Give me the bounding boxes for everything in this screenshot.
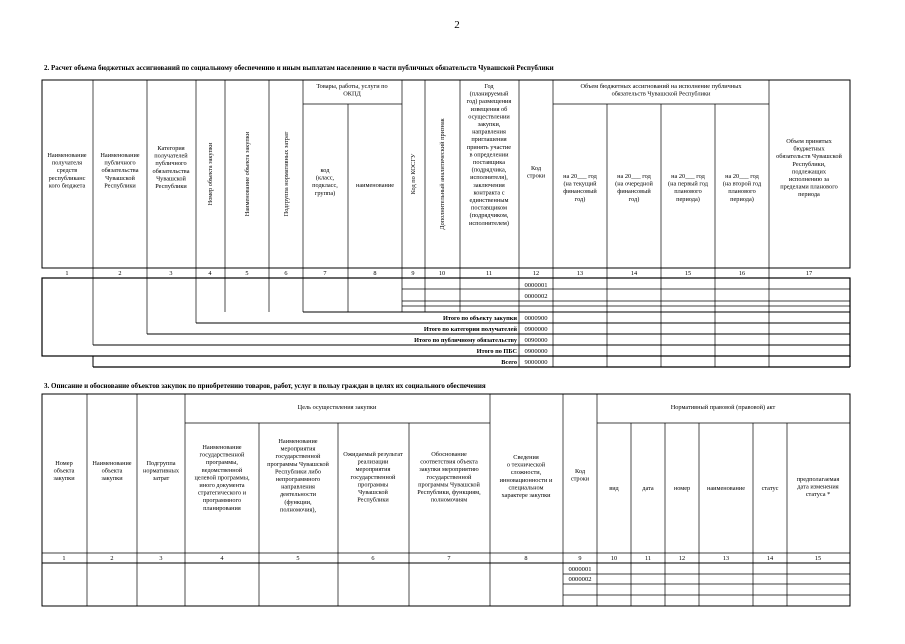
header-line: (на текущий xyxy=(563,180,597,188)
header-line: (класс, xyxy=(315,174,335,182)
header-line: (на первый год xyxy=(668,180,708,188)
column-number: 4 xyxy=(220,555,224,562)
s3-header-c1 xyxy=(53,460,75,482)
header-line: Республики xyxy=(104,182,136,190)
header-line: подлежащих xyxy=(792,168,826,176)
header-line: извещения об xyxy=(470,105,508,113)
header-line: кого бюджета xyxy=(48,182,86,190)
header-line: деятельности xyxy=(279,491,317,499)
column-number: 13 xyxy=(576,270,584,277)
header-line: Код xyxy=(530,165,542,172)
header-line: принять участие xyxy=(466,143,512,151)
header-line: Подгруппа xyxy=(146,460,176,467)
header-line: Ожидаемый результат xyxy=(343,451,403,458)
s2-total-category-code: 0900000 xyxy=(524,326,548,333)
header-line: объекта xyxy=(53,467,75,475)
header-line: публичного xyxy=(104,159,136,167)
header-line: Год xyxy=(484,83,494,90)
s2-total-pbs-label: Итого по ПБС xyxy=(476,348,517,355)
s3-header-c8 xyxy=(500,454,553,499)
s3-header-goal: Цель осуществления закупки xyxy=(297,404,377,411)
header-line: государственной xyxy=(350,473,396,481)
column-number: 3 xyxy=(169,270,173,277)
s2-header-c6: Подгруппа нормативных затрат xyxy=(283,131,290,217)
column-number: 1 xyxy=(62,555,66,562)
header-line: непрограммного xyxy=(275,476,321,483)
header-line: исполнению за xyxy=(788,176,830,183)
header-line: Код xyxy=(574,468,586,475)
header-line: программы xyxy=(357,481,389,489)
header-line: инновационности и xyxy=(499,476,553,484)
header-line: (подрядчика, xyxy=(471,166,507,174)
column-number: 6 xyxy=(284,270,288,277)
header-line: нормативных xyxy=(143,467,179,475)
header-line: затрат xyxy=(152,475,170,483)
header-line: закупки xyxy=(101,475,123,483)
header-line: получателя xyxy=(51,159,83,167)
s2-total-pbs-code: 0900000 xyxy=(524,348,548,355)
s2-total-category-label: Итого по категории получателей xyxy=(423,326,517,333)
page-number: 2 xyxy=(454,19,460,31)
header-line: программы, xyxy=(206,459,238,467)
header-line: периода) xyxy=(730,195,754,203)
header-line: заключения xyxy=(473,181,505,189)
column-number: 16 xyxy=(738,270,746,277)
header-line: Республики xyxy=(155,183,187,190)
column-number: 2 xyxy=(118,270,122,277)
column-number: 5 xyxy=(245,270,249,277)
column-number: 12 xyxy=(678,555,686,562)
header-line: (на второй год xyxy=(722,180,762,188)
s2-header-c5: Наименование объекта закупки xyxy=(244,131,251,217)
header-line: подкласс, xyxy=(312,182,338,190)
header-line: Наименование xyxy=(100,152,140,159)
s3-header-c13: наименование xyxy=(706,485,746,492)
header-line: группа) xyxy=(314,189,336,197)
header-line: мероприятия xyxy=(355,466,391,474)
s2-total-obligation-label: Итого по публичному обязательству xyxy=(414,337,517,344)
s2-total-all-code: 9000000 xyxy=(524,359,548,366)
header-line: Чувашской xyxy=(156,175,186,183)
header-line: на 20___ год xyxy=(725,173,759,180)
column-number: 10 xyxy=(438,270,446,277)
s3-header-c11: дата xyxy=(642,485,654,492)
header-line: строки xyxy=(570,475,590,483)
header-line: предполагаемая xyxy=(796,476,840,483)
header-line: планового xyxy=(674,188,702,196)
column-number: 14 xyxy=(766,555,774,562)
column-number: 6 xyxy=(371,555,375,562)
header-line: дата изменения xyxy=(797,483,839,491)
header-line: Республики, функциям, xyxy=(417,489,481,496)
header-line: строки xyxy=(526,172,546,180)
section2-title: 2. Расчет объема бюджетных ассигнований по социальному обеспечению и иным выплатам населению в части публичных обязательств Чувашской Республики xyxy=(44,64,554,72)
header-line: объекта xyxy=(101,467,123,475)
column-number: 9 xyxy=(411,270,415,277)
header-line: получателей xyxy=(154,152,188,160)
header-line: Товары, работы, услуги по xyxy=(316,83,388,90)
header-line: исполнителем) xyxy=(468,219,510,227)
header-line: финансовый xyxy=(617,188,651,196)
header-line: (функции, xyxy=(284,498,312,506)
column-number: 14 xyxy=(630,270,638,277)
s2-total-object-code: 0000900 xyxy=(524,315,548,322)
column-number: 8 xyxy=(373,270,377,277)
column-number: 9 xyxy=(578,555,582,562)
column-number: 3 xyxy=(159,555,163,562)
header-line: государственной xyxy=(426,473,472,481)
s3-header-npa: Нормативный правовой (правовой) акт xyxy=(670,404,776,411)
column-number: 7 xyxy=(447,555,451,562)
header-line: на 20___ год xyxy=(671,173,705,180)
header-line: Объем принятых xyxy=(786,138,832,145)
header-line: обязательства xyxy=(101,167,139,175)
header-line: программы Чувашской xyxy=(267,460,329,468)
header-line: Республики xyxy=(357,496,389,504)
header-line: бюджетных xyxy=(793,145,825,153)
header-line: публичного xyxy=(155,160,187,168)
s2-header-c10: Дополнительный аналитический признак xyxy=(439,118,446,230)
header-line: контракта с xyxy=(473,189,505,197)
header-line: Объем бюджетных ассигнований на исполнение публичных xyxy=(580,83,742,90)
header-line: Наименование xyxy=(92,460,132,467)
s2-total-obligation-code: 0090000 xyxy=(524,337,548,344)
header-line: финансовый xyxy=(563,188,597,196)
column-number: 7 xyxy=(323,270,327,277)
header-line: о технической xyxy=(506,461,546,469)
header-line: статуса * xyxy=(805,491,831,499)
header-line: год) xyxy=(574,195,586,203)
s3-header-c12: номер xyxy=(673,485,691,492)
header-line: пределами планового xyxy=(780,183,838,191)
header-line: закупки xyxy=(53,475,75,483)
header-line: осуществлении xyxy=(468,113,510,121)
header-line: (на очередной xyxy=(615,180,653,188)
header-line: Наименование xyxy=(202,444,242,451)
header-line: периода xyxy=(798,191,820,199)
header-line: поставщиком xyxy=(470,204,508,212)
header-line: обязательств Чувашской xyxy=(776,153,842,161)
header-line: ведомственной xyxy=(201,466,243,474)
section3-title: 3. Описание и обоснование объектов закупок по приобретению товаров, работ, услуг в пользу граждан в целях их социального обеспечения xyxy=(44,382,486,390)
header-line: иного документа xyxy=(199,482,245,489)
column-number: 12 xyxy=(532,270,540,277)
header-line: государственной xyxy=(199,451,245,459)
header-line: обязательства xyxy=(152,167,190,175)
header-line: Наименование xyxy=(278,438,318,445)
header-line: программного xyxy=(202,497,242,505)
s2-total-object-label: Итого по объекту закупки xyxy=(442,315,517,322)
column-number: 5 xyxy=(296,555,300,562)
header-line: ОКПД xyxy=(343,90,361,98)
s2-header-c3 xyxy=(152,145,189,190)
s2-header-c2 xyxy=(100,152,139,189)
header-line: полномочия), xyxy=(279,506,317,514)
header-line: код xyxy=(320,167,330,174)
header-line: Чувашской xyxy=(358,489,388,496)
s2-row-code-1: 0000001 xyxy=(524,282,548,289)
header-line: планирования xyxy=(203,504,241,512)
header-line: стратегического и xyxy=(197,489,247,497)
header-line: периода) xyxy=(676,195,700,203)
header-line: на 20___ год xyxy=(563,173,597,180)
column-number: 13 xyxy=(722,555,730,562)
header-line: реализации xyxy=(357,458,389,466)
header-line: закупки мероприятию xyxy=(419,466,479,474)
header-line: поставщика xyxy=(472,159,506,166)
s3-row-code-1: 0000001 xyxy=(568,566,592,573)
header-line: закупки, xyxy=(477,121,501,128)
header-line: (подрядчиком, xyxy=(469,212,509,220)
header-line: Чувашской xyxy=(105,174,135,182)
column-number: 8 xyxy=(524,555,528,562)
header-line: Республики либо xyxy=(274,468,322,476)
header-line: мероприятия xyxy=(280,445,316,453)
s2-row-code-2: 0000002 xyxy=(524,293,548,300)
header-line: Сведения xyxy=(513,454,539,461)
header-line: направления xyxy=(281,483,315,491)
header-line: сложности, xyxy=(510,469,542,477)
header-line: средств xyxy=(56,167,78,175)
header-line: Республики, xyxy=(792,160,826,168)
s3-header-c10: вид xyxy=(609,485,619,492)
column-number: 10 xyxy=(610,555,618,562)
header-line: в определении xyxy=(469,151,509,159)
header-line: Номер xyxy=(55,460,73,467)
column-number: 11 xyxy=(485,270,493,277)
header-line: год) xyxy=(628,195,640,203)
header-line: год) размещения xyxy=(466,98,512,106)
header-line: программы Чувашской xyxy=(418,481,480,489)
column-number: 15 xyxy=(684,270,692,277)
s2-header-c9: Код по КОСГУ xyxy=(410,153,417,195)
s2-header-c11 xyxy=(467,83,512,227)
header-line: характере закупки xyxy=(501,492,551,499)
header-line: полномочиям xyxy=(430,496,468,504)
header-line: Обоснование xyxy=(431,451,467,458)
s2-total-all-label: Всего xyxy=(501,359,517,366)
header-line: планового xyxy=(728,188,756,196)
column-number: 1 xyxy=(65,270,69,277)
s2-header-c4: Номер объекта закупки xyxy=(207,142,214,206)
header-line: направления xyxy=(472,128,506,136)
header-line: на 20___ год xyxy=(617,173,651,180)
header-line: целевой программы, xyxy=(194,474,250,482)
s3-header-c14: статус xyxy=(761,485,779,492)
header-line: государственной xyxy=(275,453,321,461)
s2-header-c8: наименование xyxy=(355,182,395,189)
header-line: Категория xyxy=(157,145,185,152)
header-line: соответствия объекта xyxy=(420,458,478,466)
column-number: 17 xyxy=(805,270,813,277)
header-line: специальном xyxy=(508,484,544,492)
column-number: 2 xyxy=(110,555,114,562)
column-number: 4 xyxy=(208,270,212,277)
header-line: единственным xyxy=(469,196,509,204)
header-line: исполнителя), xyxy=(470,174,508,182)
header-line: обязательств Чувашской Республики xyxy=(611,90,711,98)
column-number: 11 xyxy=(644,555,652,562)
column-number: 15 xyxy=(814,555,822,562)
header-line: республиканс xyxy=(48,174,86,182)
header-line: приглашения xyxy=(471,136,507,144)
header-line: Наименование xyxy=(47,152,87,159)
header-line: (планируемый xyxy=(469,90,509,98)
s3-row-code-2: 0000002 xyxy=(568,576,592,583)
